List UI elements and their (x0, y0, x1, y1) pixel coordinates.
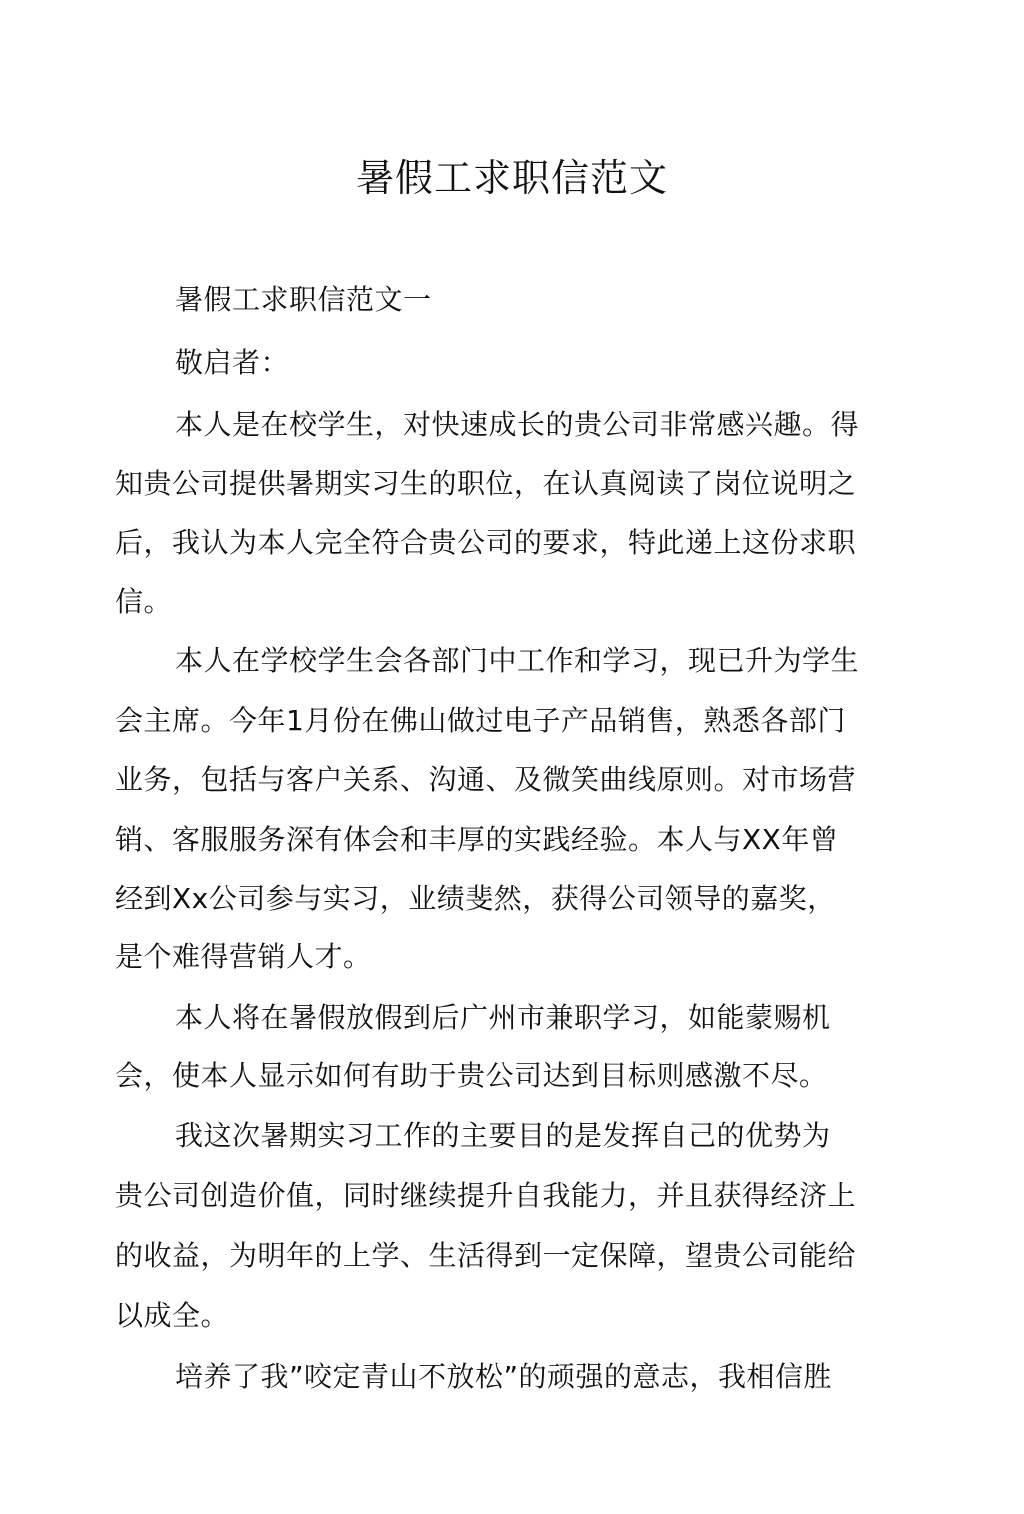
paragraph-line: 贵公司创造价值，同时继续提升自我能力，并且获得经济上 (115, 1179, 857, 1212)
paragraph-line: 本人将在暑假放假到后广州市兼职学习，如能蒙赐机 (175, 1001, 831, 1034)
paragraph-line: 会主席。今年1月份在佛山做过电子产品销售，熟悉各部门 (115, 704, 846, 737)
document-title: 暑假工求职信范文 (355, 156, 668, 200)
paragraph-line: 培养了我”咬定青山不放松”的顽强的意志，我相信胜 (175, 1360, 833, 1393)
paragraph-line: 业务，包括与客户关系、沟通、及微笑曲线原则。对市场营 (115, 763, 857, 796)
paragraph-line: 会，使本人显示如何有助于贵公司达到目标则感激不尽。 (115, 1059, 828, 1092)
paragraph-line: 是个难得营销人才。 (115, 940, 372, 973)
paragraph-line: 经到Xx公司参与实习，业绩斐然，获得公司领导的嘉奖， (115, 882, 836, 915)
paragraph-line: 后，我认为本人完全符合贵公司的要求，特此递上这份求职 (115, 526, 857, 559)
paragraph-line: 以成全。 (115, 1299, 230, 1332)
paragraph-line: 我这次暑期实习工作的主要目的是发挥自己的优势为 (175, 1119, 831, 1152)
paragraph-line: 销、客服服务深有体会和丰厚的实践经验。本人与XX年曾 (115, 823, 839, 856)
paragraph-line: 知贵公司提供暑期实习生的职位，在认真阅读了岗位说明之 (115, 467, 857, 500)
paragraph-line: 信。 (115, 585, 173, 618)
paragraph-line: 的收益，为明年的上学、生活得到一定保障，望贵公司能给 (115, 1239, 857, 1272)
paragraph-line: 本人是在校学生，对快速成长的贵公司非常感兴趣。得 (175, 408, 860, 441)
section-heading: 暑假工求职信范文一 (175, 283, 432, 316)
salutation: 敬启者： (175, 346, 290, 379)
paragraph-line: 本人在学校学生会各部门中工作和学习，现已升为学生 (175, 644, 860, 677)
